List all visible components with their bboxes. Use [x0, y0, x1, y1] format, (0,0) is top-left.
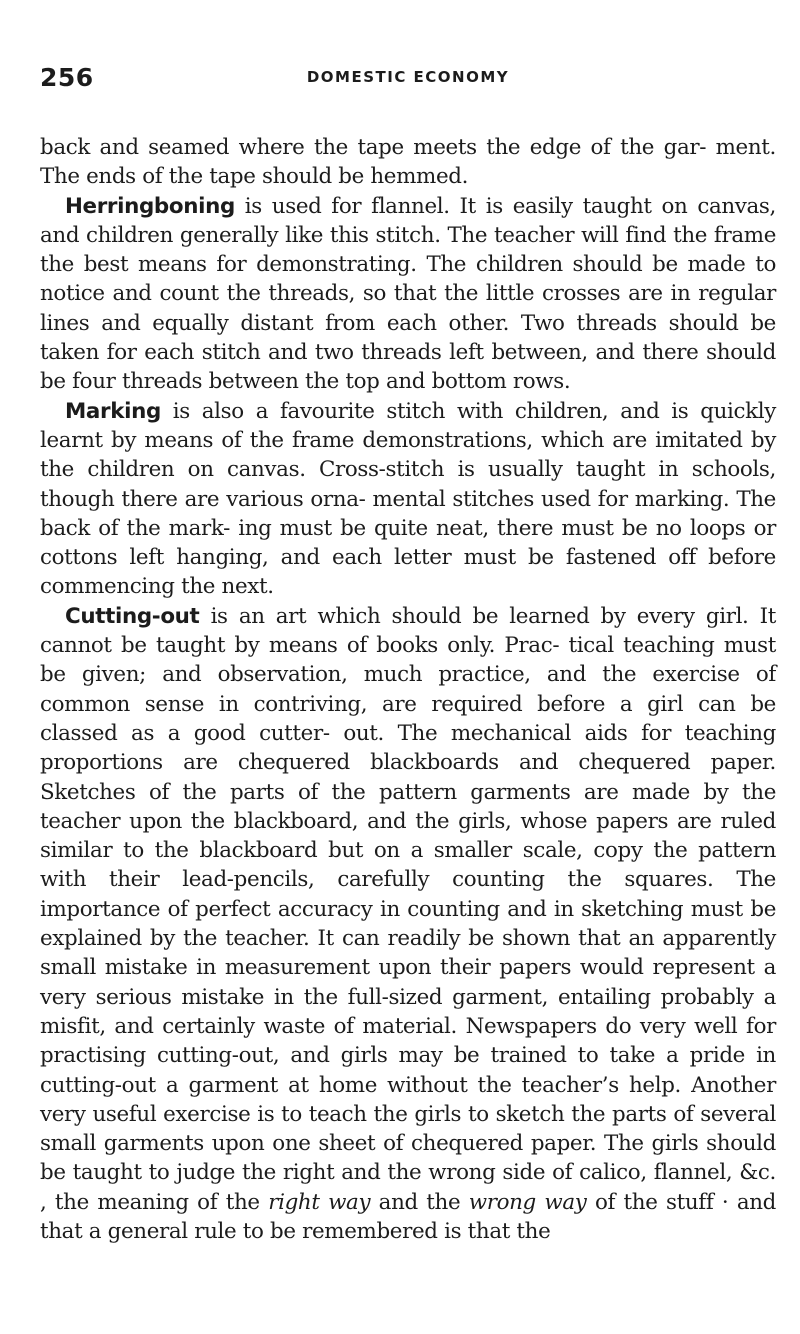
body-text	[40, 133, 776, 1246]
italic-phrase-wrong-way: wrong way	[468, 1189, 587, 1215]
page-number: 256	[40, 63, 94, 92]
running-head	[40, 63, 776, 99]
paragraph-text: of the stuff · and that a general rule to be remembered is that the	[40, 1189, 776, 1244]
paragraph-text: back and seamed where the tape meets the edge of the gar- ment. The ends of the tape should be hemmed.	[40, 135, 776, 190]
paragraph-text: is an art which should be learned by every girl. It cannot be taught by means of books only. Prac- tical teaching must be given; and observation, much practice, and the exercise of common sense in contriving, are required before a girl can be classed as a good cutter- out. The mechanical aids for teaching proportions are chequered blackboards and chequered paper. Sketches of the parts of the pattern garments are made by the teacher upon the blackboard, and the girls, whose papers are ruled similar to the blackboard but on a smaller scale, copy the pattern with their lead-pencils, carefully counting the squares. The importance of perfect accuracy in counting and in sketching must be explained by the teacher. It can readily be shown that an apparently small mistake in measurement upon their papers would represent a very serious mistake in the full-sized garment, entailing probably a misfit, and certainly waste of material. Newspapers do very well for practising cutting-out, and girls may be trained to take a pride in cutting-out a garment at home without the teacher’s help. Another very useful exercise is to teach the girls to sketch the parts of several small garments upon one sheet of chequered paper. The girls should be taught to judge the right and the wrong side of calico, flannel, &c. , the meaning of the	[40, 603, 776, 1215]
paragraph-text: is also a favourite stitch with children, and is quickly learnt by means of the frame demonstrations, which are imitated by the children on canvas. Cross-stitch is usually taught in schools, though there are various orna- mental stitches used for marking. The back of the mark- ing must be quite neat, there must be no loops or cottons left hanging, and each letter must be fastened off before commencing the next.	[40, 398, 776, 600]
paragraph-lead-term: Cutting-out	[65, 603, 200, 629]
running-title: DOMESTIC ECONOMY	[306, 68, 510, 86]
italic-phrase-right-way: right way	[268, 1189, 371, 1215]
paragraph-cutting-out	[40, 602, 776, 1247]
paragraph-text: and the	[370, 1189, 469, 1215]
paragraph-marking	[40, 397, 776, 602]
paragraph-herringboning	[40, 192, 776, 397]
paragraph-lead-term: Herringboning	[65, 193, 235, 219]
paragraph-text: is used for flannel. It is easily taught on canvas, and children generally like this stitch. The teacher will find the frame the best means for demonstrating. The children should be made to notice and count the threads, so that the little crosses are in regular lines and equally distant from each other. Two threads should be taken for each stitch and two threads left between, and there should be four threads between the top and bottom rows.	[40, 193, 776, 395]
paragraph-continuation	[40, 133, 776, 192]
paragraph-lead-term: Marking	[65, 398, 161, 424]
